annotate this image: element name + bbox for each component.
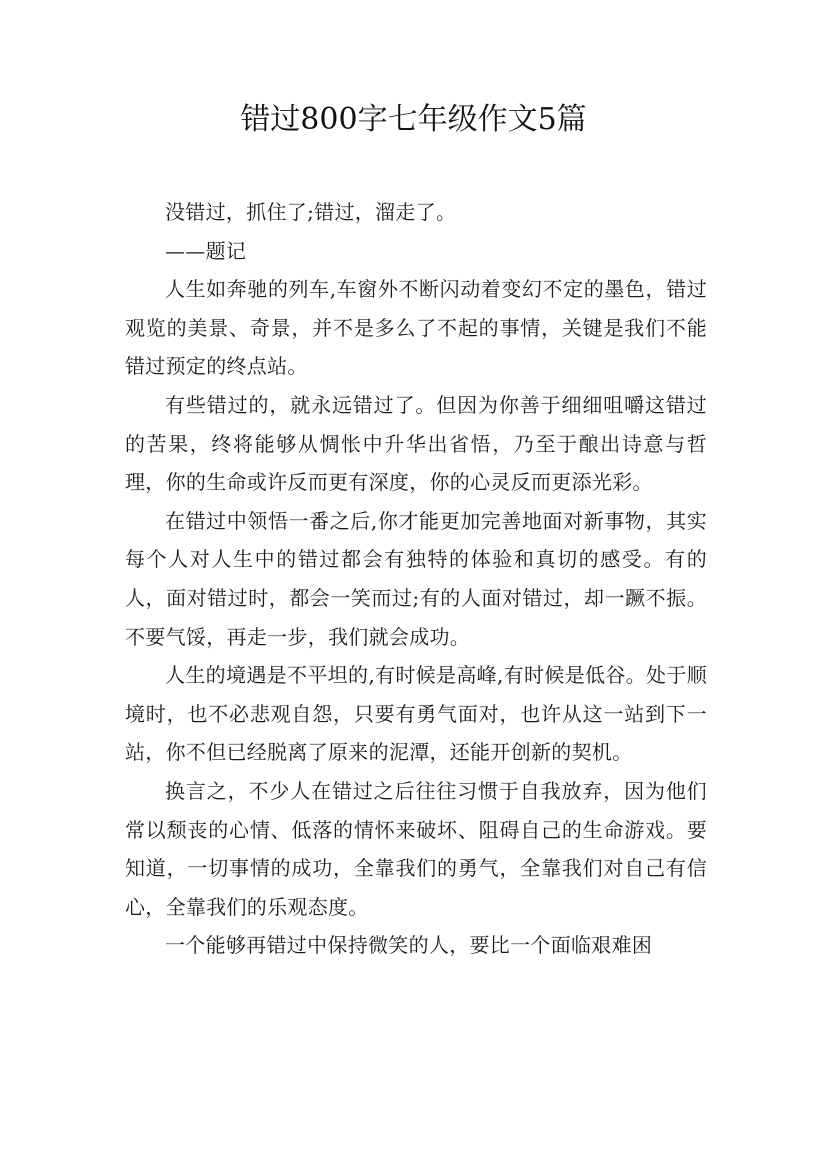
paragraph: 人生的境遇是不平坦的,有时候是高峰,有时候是低谷。处于顺境时，也不必悲观自怨，只要有勇气面对，也许从这一站到下一站，你不但已经脱离了原来的泥潭，还能开创新的契机。 — [125, 663, 707, 765]
paragraph: 人生如奔驰的列车,车窗外不断闪动着变幻不定的墨色，错过观览的美景、奇景，并不是多么了不起的事情，关键是我们不能错过预定的终点站。 — [125, 277, 707, 379]
paragraph-truncated: 一个能够再错过中保持微笑的人，要比一个面临艰难困 — [165, 933, 653, 958]
paragraph: 在错过中领悟一番之后,你才能更加完善地面对新事物，其实每个人对人生中的错过都会有独特的体验和真切的感受。有的人，面对错过时，都会一笑而过;有的人面对错过，却一蹶不振。不要气馁，再走一步，我们就会成功。 — [125, 508, 707, 649]
paragraph: 有些错过的，就永远错过了。但因为你善于细细咀嚼这错过的苦果，终将能够从惆怅中升华出省悟，乃至于酿出诗意与哲理，你的生命或许反而更有深度，你的心灵反而更添光彩。 — [125, 392, 707, 495]
document-title: 错过800字七年级作文5篇 — [240, 102, 587, 137]
paragraph: 换言之，不少人在错过之后往往习惯于自我放弃，因为他们常以颓丧的心情、低落的情怀来破坏、阻碍自己的生命游戏。要知道，一切事情的成功，全靠我们的勇气，全靠我们对自己有信心，全靠我们的乐观态度。 — [125, 778, 707, 919]
paragraph-epigraph: 没错过，抓住了;错过，溜走了。 — [165, 200, 457, 224]
paragraph-epigraph-source: ——题记 — [165, 238, 247, 263]
document-body — [125, 193, 707, 965]
